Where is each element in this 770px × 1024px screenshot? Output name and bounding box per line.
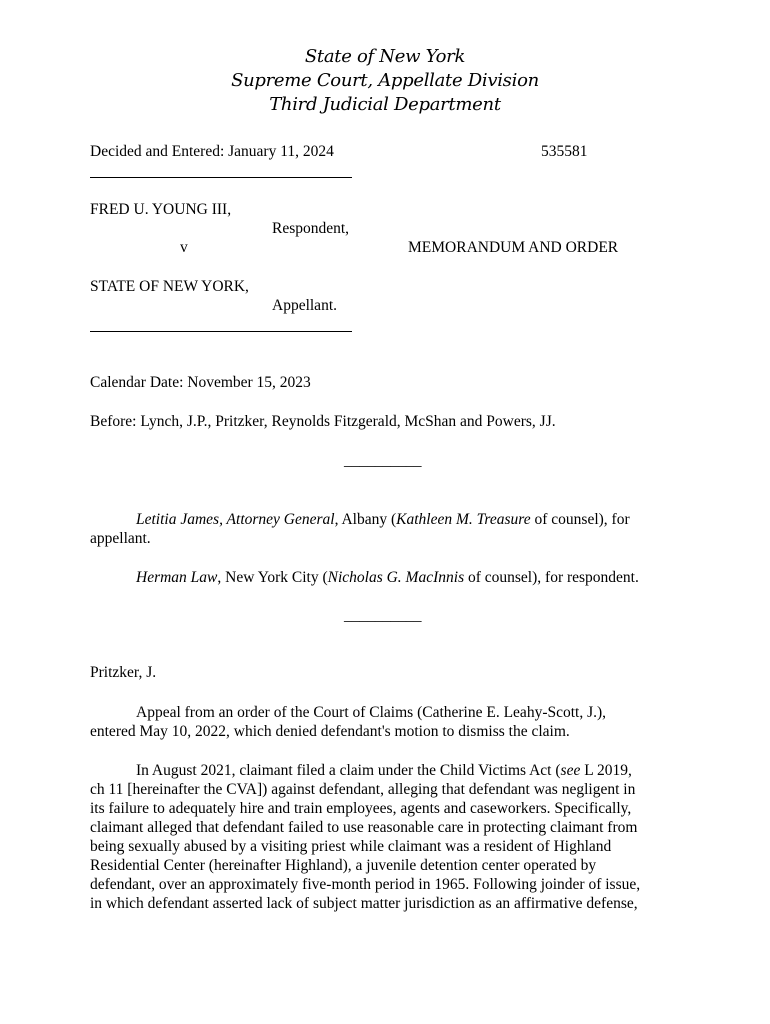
court-name: State of New York: [304, 46, 466, 67]
appellant-tail: of counsel), for: [530, 511, 630, 528]
docket-number: 535581: [541, 143, 588, 160]
appellant-counsel: [90, 510, 675, 548]
respondent-location: , New York City (: [217, 569, 328, 586]
opinion-paragraph-2: In August 2021, claimant filed a claim under the Child Victims Act (see L 2019, ch 11 [hereinafter the CVA]) against defendant, alleging that defendant was negligent in its failure to adequately hire and train employees, agents and caseworkers. Specifically, claimant alleged that defendant failed to use reasonable care in protecting claimant from being sexually abused by a visiting priest while claimant was a resident of Highland Residential Center (hereinafter Highland), a juvenile detention center operated by defendant, over an approximately five-month period in 1965. Following joinder of issue, in which defendant asserted lack of subject matter jurisdiction as an affirmative defense,: [90, 762, 641, 912]
caption-rule-top: [90, 177, 352, 178]
respondent-attorney: Herman Law: [136, 569, 218, 586]
caption-rule-bottom: [90, 331, 352, 332]
opinion-paragraph-1: Appeal from an order of the Court of Claims (Catherine E. Leahy-Scott, J.), entered May 10, 2022, which denied defendant's motion to dismiss the claim.: [90, 704, 607, 740]
appellant-of-counsel: Kathleen M. Treasure: [396, 511, 531, 528]
appellant-location: , Albany (: [334, 511, 397, 528]
respondent-of-counsel: Nicholas G. MacInnis: [327, 569, 465, 586]
plaintiff-role: Respondent,: [272, 220, 350, 237]
calendar-date: Calendar Date: November 15, 2023: [90, 374, 311, 391]
panel-judges: Before: Lynch, J.P., Pritzker, Reynolds Fitzgerald, McShan and Powers, JJ.: [90, 413, 556, 430]
respondent-tail: of counsel), for respondent.: [464, 569, 639, 586]
separator-2: __________: [344, 607, 422, 624]
court-division: Supreme Court, Appellate Division: [231, 70, 539, 91]
decided-date: Decided and Entered: January 11, 2024: [90, 143, 334, 160]
opinion-author: Pritzker, J.: [90, 664, 157, 681]
citation-signal: see: [560, 762, 581, 779]
appellant-tail-2: appellant.: [90, 530, 151, 547]
appellant-attorney: Letitia James, Attorney General: [136, 511, 335, 528]
versus: v: [180, 239, 188, 256]
defendant-role: Appellant.: [272, 297, 337, 314]
defendant-name: STATE OF NEW YORK,: [90, 278, 249, 295]
separator: __________: [344, 452, 422, 469]
court-department: Third Judicial Department: [269, 94, 501, 115]
respondent-counsel: [90, 568, 675, 587]
document-type: MEMORANDUM AND ORDER: [408, 239, 619, 256]
plaintiff-name: FRED U. YOUNG III,: [90, 201, 232, 218]
